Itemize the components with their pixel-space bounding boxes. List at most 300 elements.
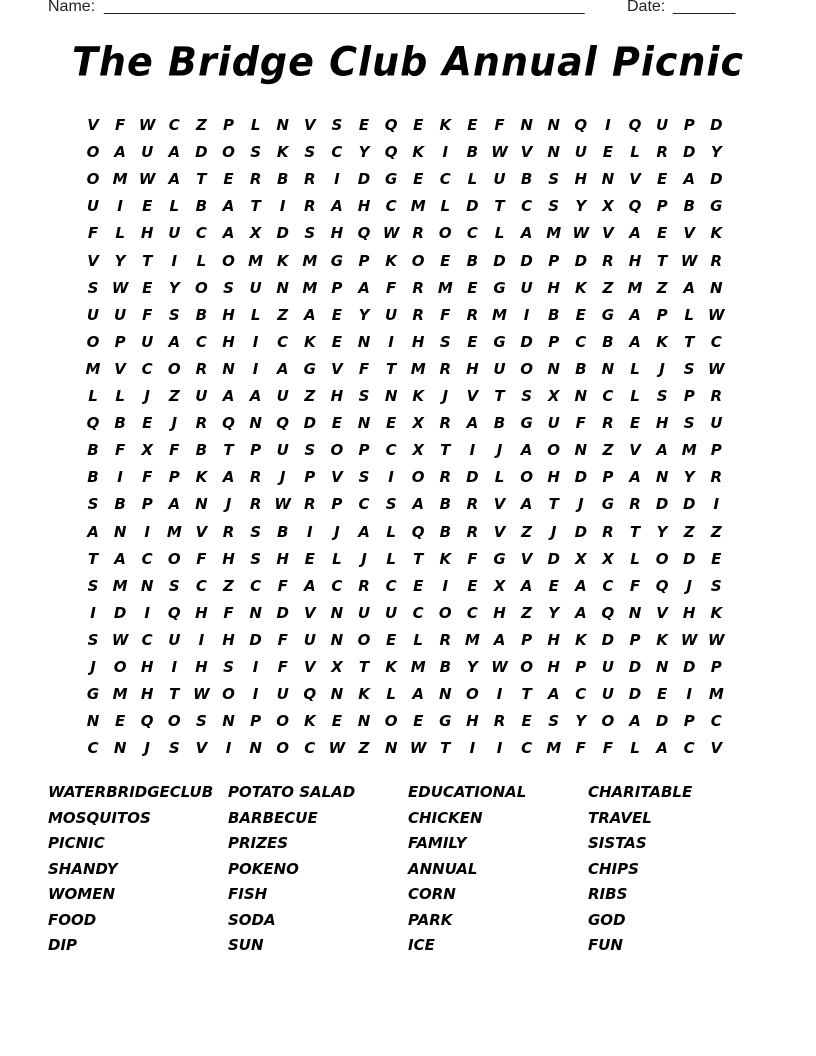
grid-letter: O — [86, 143, 100, 162]
grid-letter: N — [113, 739, 127, 758]
grid-letter: E — [467, 332, 478, 351]
grid-letter: S — [87, 278, 99, 297]
grid-letter: R — [439, 359, 452, 378]
grid-letter: I — [117, 197, 123, 216]
grid-letter: Q — [357, 224, 371, 243]
grid-letter: W — [138, 170, 156, 189]
grid-letter: P — [114, 332, 126, 351]
word-list-item: FISH — [228, 885, 268, 903]
grid-letter: T — [223, 441, 234, 460]
grid-letter: R — [710, 468, 723, 487]
grid-letter: S — [710, 576, 722, 595]
grid-letter: B — [195, 197, 208, 216]
grid-letter: A — [114, 549, 126, 568]
grid-letter: P — [683, 712, 695, 731]
grid-letter: I — [144, 522, 150, 541]
grid-letter: L — [386, 549, 396, 568]
grid-letter: P — [548, 251, 560, 270]
grid-letter: B — [195, 305, 208, 324]
grid-letter: V — [466, 387, 479, 405]
grid-letter: N — [439, 685, 452, 704]
grid-letter: U — [656, 116, 669, 134]
date-blank-line: _______ — [673, 0, 736, 15]
grid-letter: M — [112, 576, 128, 595]
grid-letter: V — [303, 658, 316, 676]
grid-letter: Z — [223, 576, 234, 595]
grid-letter: G — [330, 251, 344, 270]
grid-letter: V — [195, 739, 208, 758]
grid-letter: W — [491, 143, 508, 162]
grid-letter: E — [331, 332, 343, 351]
grid-letter: D — [682, 495, 696, 514]
grid-letter: K — [195, 468, 208, 487]
grid-letter: S — [87, 630, 99, 649]
grid-letter: N — [655, 468, 669, 487]
grid-letter: Q — [601, 603, 615, 622]
word-list-item: POKENO — [228, 859, 299, 878]
grid-letter: K — [710, 224, 723, 243]
grid-letter: N — [276, 278, 289, 297]
grid-letter: O — [411, 468, 425, 487]
grid-letter: D — [601, 630, 615, 649]
word-list-item: MOSQUITOS — [48, 808, 151, 827]
grid-letter: H — [547, 658, 560, 676]
grid-letter: B — [114, 414, 126, 433]
grid-letter: C — [385, 441, 397, 460]
grid-row — [80, 681, 740, 708]
grid-letter: A — [547, 685, 560, 704]
grid-letter: X — [602, 549, 614, 568]
grid-letter: A — [87, 522, 99, 541]
grid-letter: U — [276, 441, 289, 460]
grid-letter: D — [520, 332, 533, 351]
grid-letter: N — [357, 712, 371, 731]
word-list — [48, 780, 768, 960]
grid-letter: B — [276, 522, 289, 541]
grid-letter: D — [195, 143, 208, 162]
grid-letter: E — [142, 197, 153, 216]
grid-letter: V — [87, 116, 99, 134]
grid-letter: I — [252, 658, 259, 676]
grid-letter: R — [304, 170, 316, 189]
grid-letter: H — [357, 197, 371, 216]
grid-letter: H — [222, 332, 235, 351]
grid-letter: F — [87, 224, 99, 243]
grid-letter: J — [334, 522, 340, 541]
grid-letter: U — [168, 630, 181, 649]
grid-letter: A — [629, 332, 641, 351]
word-list-item: FUN — [588, 936, 623, 954]
grid-letter: Y — [358, 143, 370, 162]
grid-letter: Z — [521, 522, 533, 541]
grid-letter: F — [169, 441, 180, 460]
grid-letter: T — [684, 332, 695, 351]
grid-letter: M — [437, 278, 453, 297]
grid-letter: K — [412, 143, 424, 162]
grid-row — [80, 275, 740, 302]
grid-letter: R — [195, 414, 208, 433]
grid-letter: P — [710, 658, 722, 676]
grid-letter: J — [279, 468, 286, 487]
grid-letter: Y — [466, 658, 478, 676]
grid-letter: B — [439, 495, 452, 514]
grid-letter: N — [384, 739, 398, 758]
grid-letter: Y — [114, 251, 126, 270]
grid-letter: E — [223, 170, 234, 189]
grid-letter: R — [466, 495, 479, 514]
grid-letter: P — [683, 387, 695, 405]
grid-letter: A — [412, 685, 424, 704]
grid-letter: R — [304, 495, 316, 514]
grid-letter: K — [439, 549, 452, 568]
grid-letter: N — [86, 712, 100, 731]
grid-letter: J — [442, 387, 449, 405]
grid-letter: H — [547, 278, 560, 297]
grid-letter: C — [195, 576, 207, 595]
grid-letter: I — [171, 658, 178, 676]
grid-letter: H — [628, 251, 642, 270]
grid-letter: O — [411, 251, 425, 270]
word-column — [588, 780, 768, 959]
grid-letter: N — [574, 441, 588, 460]
grid-row — [80, 573, 740, 600]
grid-letter: B — [114, 495, 126, 514]
grid-letter: G — [384, 170, 398, 189]
grid-letter: B — [195, 441, 208, 460]
word-column — [48, 780, 228, 959]
grid-letter: K — [385, 658, 397, 676]
grid-row — [80, 654, 740, 681]
grid-letter: V — [520, 143, 533, 162]
grid-letter: Q — [222, 414, 235, 433]
grid-letter: S — [250, 522, 261, 541]
grid-letter: N — [547, 359, 560, 378]
grid-letter: E — [440, 251, 451, 270]
grid-letter: P — [168, 468, 180, 487]
grid-row — [80, 437, 740, 464]
grid-letter: Z — [521, 603, 533, 622]
grid-letter: P — [521, 630, 533, 649]
grid-letter: T — [196, 170, 207, 189]
grid-letter: B — [439, 522, 452, 541]
word-list-item: SUN — [228, 936, 264, 954]
grid-letter: R — [439, 414, 452, 433]
grid-letter: A — [168, 143, 181, 162]
grid-letter: N — [222, 712, 235, 731]
grid-letter: A — [520, 441, 533, 460]
grid-letter: J — [578, 495, 584, 514]
grid-letter: E — [331, 305, 343, 324]
grid-letter: U — [385, 305, 398, 324]
grid-letter: C — [466, 603, 478, 622]
grid-letter: K — [358, 685, 370, 704]
grid-letter: U — [249, 278, 262, 297]
grid-letter: A — [520, 495, 533, 514]
grid-letter: H — [547, 630, 560, 649]
word-list-item: FOOD — [48, 910, 97, 929]
grid-letter: A — [276, 359, 289, 378]
grid-letter: O — [167, 712, 181, 731]
grid-letter: E — [656, 224, 668, 243]
grid-letter: I — [686, 685, 692, 704]
grid-letter: T — [440, 739, 451, 758]
grid-letter: T — [521, 685, 532, 704]
grid-letter: Q — [86, 414, 100, 433]
grid-letter: A — [331, 197, 343, 216]
grid-letter: V — [710, 739, 723, 758]
grid-letter: P — [575, 658, 587, 676]
grid-letter: D — [547, 549, 560, 568]
grid-letter: S — [683, 359, 695, 378]
grid-letter: R — [222, 522, 235, 541]
grid-row — [80, 600, 740, 627]
grid-letter: S — [168, 576, 180, 595]
grid-letter: V — [195, 522, 208, 541]
grid-letter: C — [277, 332, 289, 351]
grid-letter: F — [142, 468, 153, 487]
grid-letter: U — [86, 197, 100, 216]
grid-letter: X — [412, 441, 424, 460]
grid-letter: A — [303, 576, 316, 595]
grid-letter: W — [193, 685, 210, 704]
grid-letter: I — [496, 739, 503, 758]
grid-letter: U — [547, 414, 560, 433]
grid-letter: A — [629, 468, 641, 487]
grid-letter: B — [683, 197, 695, 216]
grid-row — [80, 248, 740, 275]
grid-letter: Q — [384, 116, 398, 134]
word-list-item: WATERBRIDGECLUB — [48, 783, 214, 801]
grid-letter: C — [250, 576, 262, 595]
grid-letter: F — [358, 359, 370, 378]
grid-letter: H — [195, 658, 208, 676]
grid-letter: Z — [683, 522, 695, 541]
grid-letter: I — [117, 468, 123, 487]
grid-letter: Z — [710, 522, 722, 541]
grid-row — [80, 220, 740, 247]
grid-letter: W — [382, 224, 400, 243]
grid-letter: L — [115, 387, 125, 405]
grid-letter: U — [141, 143, 154, 162]
word-list-item: PICNIC — [48, 834, 105, 852]
grid-letter: U — [601, 685, 614, 704]
grid-letter: G — [520, 414, 533, 433]
grid-letter: M — [410, 197, 426, 216]
grid-letter: M — [112, 685, 128, 704]
grid-row — [80, 356, 740, 383]
grid-letter: I — [442, 143, 449, 162]
grid-letter: H — [222, 549, 235, 568]
grid-letter: R — [466, 305, 479, 324]
grid-letter: A — [168, 495, 181, 514]
grid-letter: C — [439, 170, 451, 189]
grid-letter: I — [171, 251, 178, 270]
grid-letter: J — [225, 495, 232, 514]
grid-letter: N — [547, 143, 560, 162]
grid-letter: I — [496, 685, 503, 704]
grid-letter: B — [602, 332, 614, 351]
grid-letter: C — [710, 332, 722, 351]
grid-letter: E — [142, 278, 153, 297]
grid-letter: V — [629, 170, 641, 189]
grid-letter: P — [250, 712, 262, 731]
grid-letter: L — [250, 116, 261, 134]
grid-letter: F — [440, 305, 451, 324]
grid-letter: R — [466, 522, 479, 541]
grid-letter: G — [601, 305, 615, 324]
grid-letter: V — [87, 251, 99, 270]
grid-letter: S — [304, 143, 316, 162]
grid-row — [80, 139, 740, 166]
grid-letter: G — [303, 359, 316, 378]
word-list-item: ANNUAL — [408, 859, 478, 878]
grid-letter: C — [141, 630, 153, 649]
grid-letter: U — [141, 332, 154, 351]
grid-letter: U — [385, 603, 398, 622]
grid-letter: D — [710, 170, 723, 189]
grid-letter: U — [86, 305, 100, 324]
grid-letter: C — [602, 387, 614, 405]
date-label: Date: — [627, 0, 666, 15]
grid-letter: Z — [602, 441, 614, 460]
grid-letter: I — [523, 305, 530, 324]
word-list-item: CHIPS — [588, 859, 639, 878]
grid-letter: C — [412, 603, 424, 622]
grid-letter: F — [602, 739, 614, 758]
grid-letter: Q — [384, 143, 398, 162]
grid-row — [80, 112, 740, 139]
grid-letter: M — [492, 305, 507, 324]
grid-letter: H — [330, 387, 344, 405]
grid-letter: L — [684, 305, 694, 324]
word-column — [408, 780, 588, 959]
grid-letter: K — [412, 387, 424, 405]
grid-letter: X — [602, 197, 614, 216]
grid-letter: W — [491, 658, 508, 676]
grid-letter: M — [410, 359, 426, 378]
word-list-item: TRAVEL — [588, 808, 652, 827]
grid-letter: L — [196, 251, 207, 270]
grid-letter: H — [466, 359, 479, 378]
grid-letter: J — [686, 576, 692, 595]
grid-letter: N — [384, 387, 398, 405]
grid-letter: L — [630, 549, 640, 568]
grid-letter: K — [303, 332, 316, 351]
grid-letter: L — [386, 685, 396, 704]
grid-letter: W — [409, 739, 427, 758]
grid-letter: L — [440, 197, 451, 216]
grid-letter: S — [195, 712, 207, 731]
grid-letter: D — [655, 495, 669, 514]
grid-letter: E — [711, 549, 722, 568]
grid-letter: W — [708, 305, 725, 324]
grid-letter: A — [466, 414, 479, 433]
grid-letter: X — [547, 387, 560, 405]
grid-letter: F — [575, 739, 586, 758]
grid-letter: E — [467, 278, 478, 297]
grid-letter: R — [195, 359, 208, 378]
grid-letter: O — [276, 712, 290, 731]
grid-letter: N — [113, 522, 127, 541]
grid-letter: S — [656, 387, 668, 405]
grid-letter: J — [496, 441, 503, 460]
grid-letter: I — [252, 685, 259, 704]
grid-letter: X — [493, 576, 506, 595]
grid-letter: B — [276, 170, 289, 189]
grid-letter: F — [629, 576, 641, 595]
grid-letter: Q — [574, 116, 588, 134]
grid-letter: R — [358, 576, 370, 595]
grid-letter: Q — [628, 197, 642, 216]
grid-letter: S — [548, 197, 560, 216]
grid-letter: N — [601, 359, 615, 378]
grid-letter: K — [439, 116, 452, 134]
grid-letter: W — [111, 278, 129, 297]
grid-letter: C — [466, 224, 478, 243]
grid-letter: O — [384, 712, 398, 731]
grid-letter: M — [546, 739, 562, 758]
grid-letter: P — [656, 305, 668, 324]
grid-letter: N — [330, 630, 344, 649]
grid-letter: T — [440, 441, 451, 460]
grid-letter: C — [683, 739, 695, 758]
grid-letter: T — [629, 522, 641, 541]
grid-letter: A — [629, 305, 641, 324]
grid-row — [80, 464, 740, 491]
grid-letter: K — [276, 251, 289, 270]
grid-letter: B — [87, 441, 99, 460]
grid-letter: X — [141, 441, 153, 460]
grid-letter: O — [276, 739, 290, 758]
grid-letter: A — [168, 170, 181, 189]
grid-letter: D — [466, 468, 479, 487]
grid-letter: C — [575, 685, 587, 704]
grid-letter: B — [547, 305, 560, 324]
grid-letter: I — [388, 468, 394, 487]
grid-letter: D — [628, 685, 642, 704]
grid-letter: U — [114, 305, 127, 324]
word-list-item: SHANDY — [48, 859, 118, 878]
grid-letter: O — [438, 603, 452, 622]
header-line — [48, 0, 748, 20]
grid-letter: S — [358, 468, 370, 487]
grid-letter: K — [385, 251, 397, 270]
grid-letter: D — [249, 630, 262, 649]
grid-letter: C — [304, 739, 316, 758]
grid-letter: E — [413, 576, 424, 595]
grid-letter: E — [548, 576, 559, 595]
grid-letter: D — [574, 522, 588, 541]
grid-letter: Q — [655, 576, 669, 595]
grid-letter: Q — [628, 116, 642, 134]
grid-letter: N — [710, 278, 723, 297]
grid-letter: E — [413, 116, 424, 134]
grid-letter: E — [521, 712, 532, 731]
grid-letter: I — [605, 116, 611, 134]
word-list-item: POTATO SALAD — [228, 783, 356, 801]
grid-letter: A — [629, 712, 641, 731]
grid-letter: A — [493, 630, 506, 649]
grid-letter: Q — [276, 414, 290, 433]
grid-letter: U — [357, 603, 371, 622]
grid-letter: L — [88, 387, 98, 405]
grid-letter: R — [439, 468, 452, 487]
grid-row — [80, 519, 740, 546]
grid-letter: L — [630, 387, 640, 405]
grid-letter: R — [629, 495, 641, 514]
grid-letter: A — [358, 278, 370, 297]
grid-letter: C — [87, 739, 99, 758]
